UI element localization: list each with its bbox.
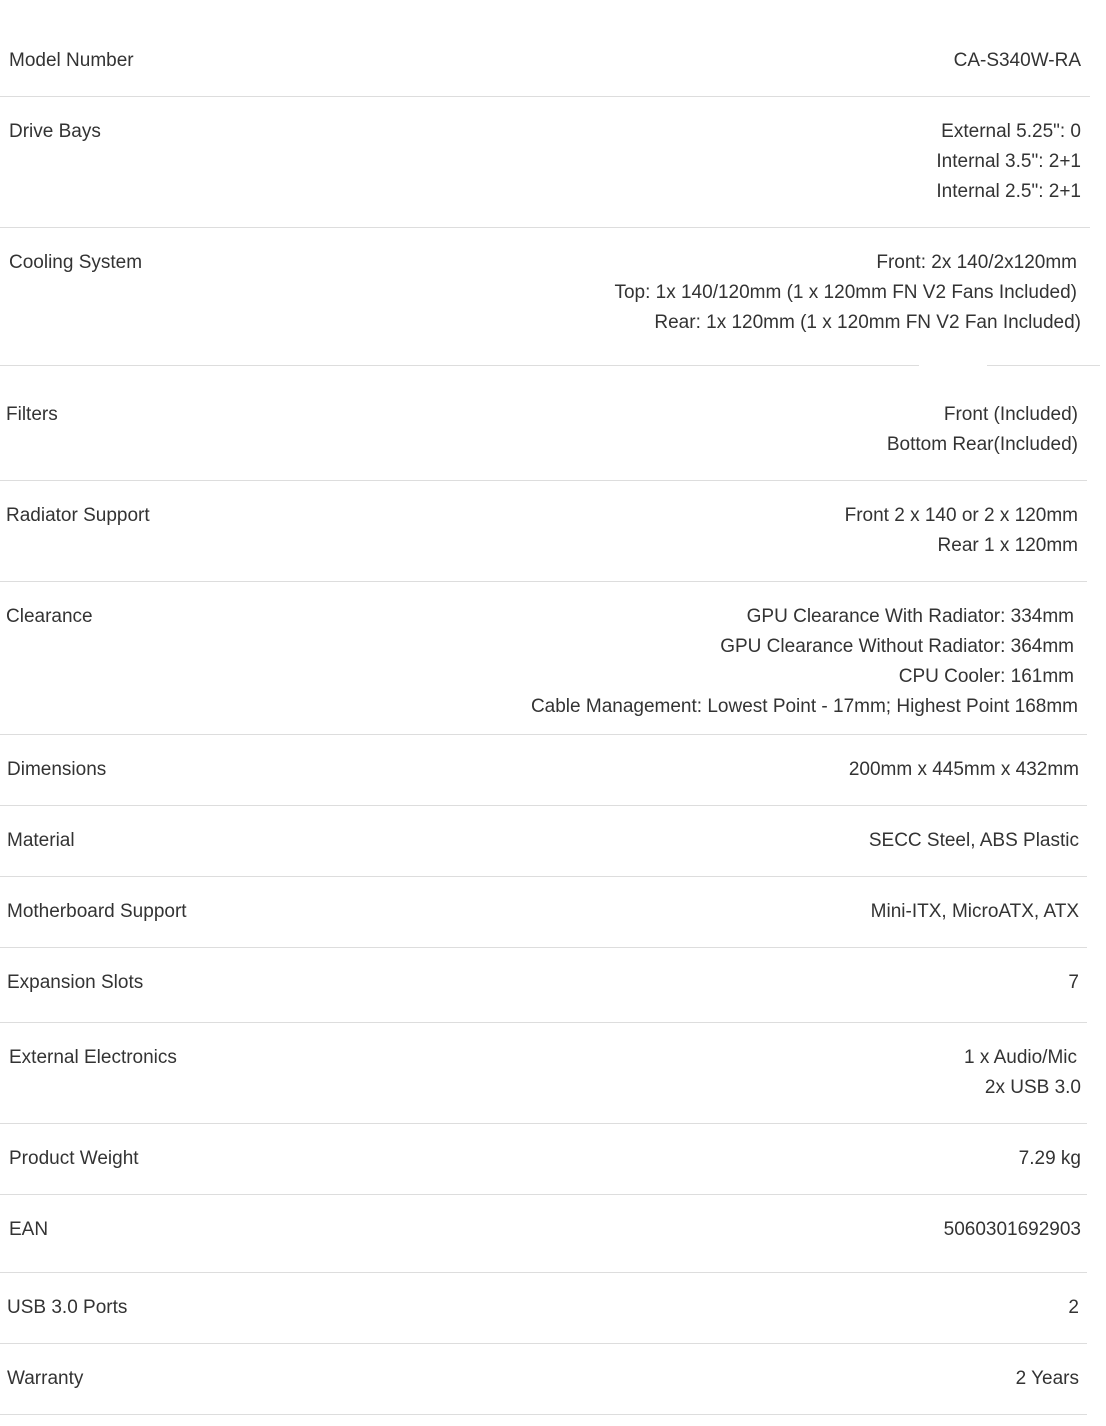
spec-value: 2 bbox=[1068, 1297, 1079, 1318]
spec-values bbox=[1068, 1293, 1079, 1323]
spec-label: Product Weight bbox=[9, 1148, 139, 1169]
spec-values bbox=[531, 602, 1078, 722]
spec-row-cooling-system bbox=[0, 228, 1100, 366]
spec-label: Cooling System bbox=[9, 252, 143, 273]
spec-row-motherboard-support bbox=[0, 877, 1087, 948]
spec-row-product-weight bbox=[0, 1124, 1087, 1195]
spec-row-material bbox=[0, 806, 1087, 877]
spec-values bbox=[849, 755, 1079, 785]
spec-row-clearance bbox=[0, 582, 1087, 735]
spec-value: Front (Included) bbox=[943, 404, 1078, 425]
spec-value: 7.29 kg bbox=[1018, 1148, 1081, 1169]
spec-label: Material bbox=[7, 830, 75, 851]
spec-label: USB 3.0 Ports bbox=[7, 1297, 128, 1318]
spec-value: Cable Management: Lowest Point - 17mm; Highest Point 168mm bbox=[530, 696, 1078, 717]
spec-value: Top: 1x 140/120mm (1 x 120mm FN V2 Fans Included) bbox=[614, 282, 1077, 303]
spec-value: GPU Clearance Without Radiator: 364mm bbox=[720, 636, 1074, 657]
spec-values bbox=[1019, 1144, 1081, 1174]
spec-values bbox=[614, 248, 1081, 338]
spec-values bbox=[1016, 1364, 1079, 1394]
spec-row-external-electronics bbox=[0, 1023, 1087, 1124]
spec-value: Rear 1 x 120mm bbox=[937, 535, 1078, 556]
spec-value: Front: 2x 140/2x120mm bbox=[876, 252, 1077, 273]
spec-label: Warranty bbox=[7, 1368, 84, 1389]
spec-label: Motherboard Support bbox=[7, 901, 187, 922]
spec-label: Expansion Slots bbox=[7, 972, 144, 993]
spec-values bbox=[845, 501, 1078, 561]
spec-values bbox=[871, 897, 1079, 927]
spec-label: Drive Bays bbox=[9, 121, 101, 142]
spec-value: CPU Cooler: 161mm bbox=[898, 666, 1074, 687]
spec-value: Mini-ITX, MicroATX, ATX bbox=[870, 901, 1079, 922]
spec-value: 1 x Audio/Mic bbox=[964, 1047, 1077, 1068]
spec-value: CA-S340W-RA bbox=[953, 50, 1081, 71]
spec-row-warranty bbox=[0, 1344, 1087, 1415]
spec-row-expansion-slots bbox=[0, 948, 1087, 1023]
spec-value: External 5.25": 0 bbox=[941, 121, 1081, 142]
spec-value: 5060301692903 bbox=[943, 1219, 1081, 1240]
spec-values bbox=[1068, 968, 1079, 998]
spec-row-ean bbox=[0, 1195, 1087, 1273]
spec-row-dimensions bbox=[0, 735, 1087, 806]
spec-value: 2x USB 3.0 bbox=[984, 1077, 1081, 1098]
spec-value: Internal 3.5": 2+1 bbox=[936, 151, 1081, 172]
spec-label: External Electronics bbox=[9, 1047, 177, 1068]
spec-values bbox=[954, 46, 1081, 76]
spec-value: 200mm x 445mm x 432mm bbox=[848, 759, 1079, 780]
spec-row-filters bbox=[0, 366, 1087, 481]
spec-value: SECC Steel, ABS Plastic bbox=[868, 830, 1079, 851]
spec-value: Internal 2.5": 2+1 bbox=[936, 181, 1081, 202]
spec-value: 2 Years bbox=[1015, 1368, 1079, 1389]
spec-label: Radiator Support bbox=[6, 505, 150, 526]
spec-values bbox=[887, 400, 1078, 460]
spec-label: Dimensions bbox=[7, 759, 107, 780]
spec-row-radiator-support bbox=[0, 481, 1087, 582]
spec-label: Clearance bbox=[6, 606, 93, 627]
spec-value: Front 2 x 140 or 2 x 120mm bbox=[844, 505, 1078, 526]
spec-row-model-number bbox=[0, 0, 1090, 97]
spec-values bbox=[944, 1215, 1081, 1245]
spec-label: EAN bbox=[9, 1219, 49, 1240]
spec-values bbox=[869, 826, 1079, 856]
spec-row-usb-ports bbox=[0, 1273, 1087, 1344]
spec-values bbox=[964, 1043, 1081, 1103]
spec-value: Bottom Rear(Included) bbox=[886, 434, 1078, 455]
spec-value: 7 bbox=[1068, 972, 1079, 993]
spec-value: Rear: 1x 120mm (1 x 120mm FN V2 Fan Included) bbox=[654, 312, 1081, 333]
spec-label: Model Number bbox=[9, 50, 134, 71]
spec-values bbox=[936, 117, 1081, 207]
spec-label: Filters bbox=[6, 404, 58, 425]
spec-row-drive-bays bbox=[0, 97, 1090, 228]
spec-value: GPU Clearance With Radiator: 334mm bbox=[746, 606, 1074, 627]
